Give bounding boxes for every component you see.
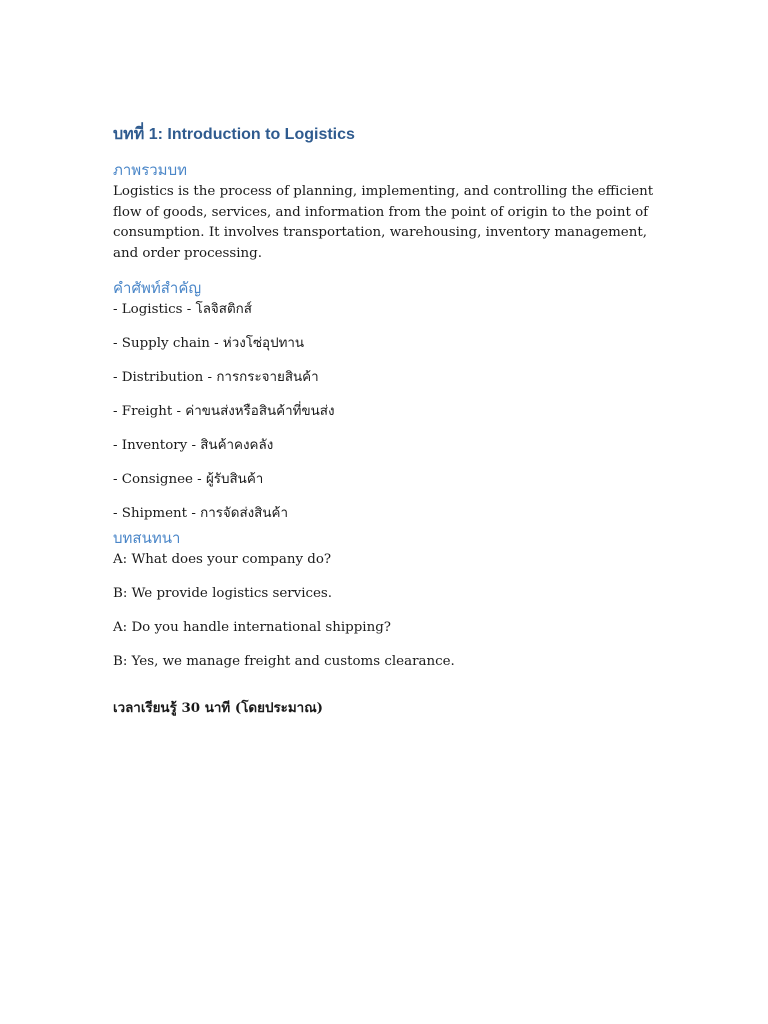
vocab-item: - Distribution - การกระจายสินค้า (113, 370, 319, 386)
dialogue-list (113, 550, 658, 672)
dialogue-line: A: Do you handle international shipping? (113, 620, 391, 636)
vocab-item: - Freight - ค่าขนส่งหรือสินค้าที่ขนส่ง (113, 404, 335, 420)
chapter-title: บทที่ 1: Introduction to Logistics (113, 126, 355, 143)
vocab-item: - Logistics - โลจิสติกส์ (113, 302, 252, 318)
vocab-item: - Shipment - การจัดส่งสินค้า (113, 506, 288, 522)
dialogue-line: B: Yes, we manage freight and customs clearance. (113, 654, 455, 670)
dialogue-line: A: What does your company do? (113, 552, 332, 568)
dialogue-heading: บทสนทนา (113, 530, 181, 548)
study-time-note: เวลาเรียนรู้ 30 นาที (โดยประมาณ) (113, 700, 323, 717)
vocab-item: - Inventory - สินค้าคงคลัง (113, 438, 274, 454)
dialogue-line: B: We provide logistics services. (113, 586, 333, 602)
overview-paragraph: Logistics is the process of planning, implementing, and controlling the efficient flow of goods, services, and information from the point of origin to the point of consumption. It involves transportation, warehousing, inventory management, and order processing. (113, 184, 654, 261)
vocab-item: - Supply chain - ห่วงโซ่อุปทาน (113, 336, 305, 352)
vocabulary-list (113, 300, 658, 524)
overview-heading: ภาพรวมบท (113, 162, 187, 179)
vocab-item: - Consignee - ผู้รับสินค้า (113, 472, 264, 488)
vocabulary-heading: คำศัพท์สำคัญ (113, 280, 202, 298)
document-page (113, 124, 658, 732)
